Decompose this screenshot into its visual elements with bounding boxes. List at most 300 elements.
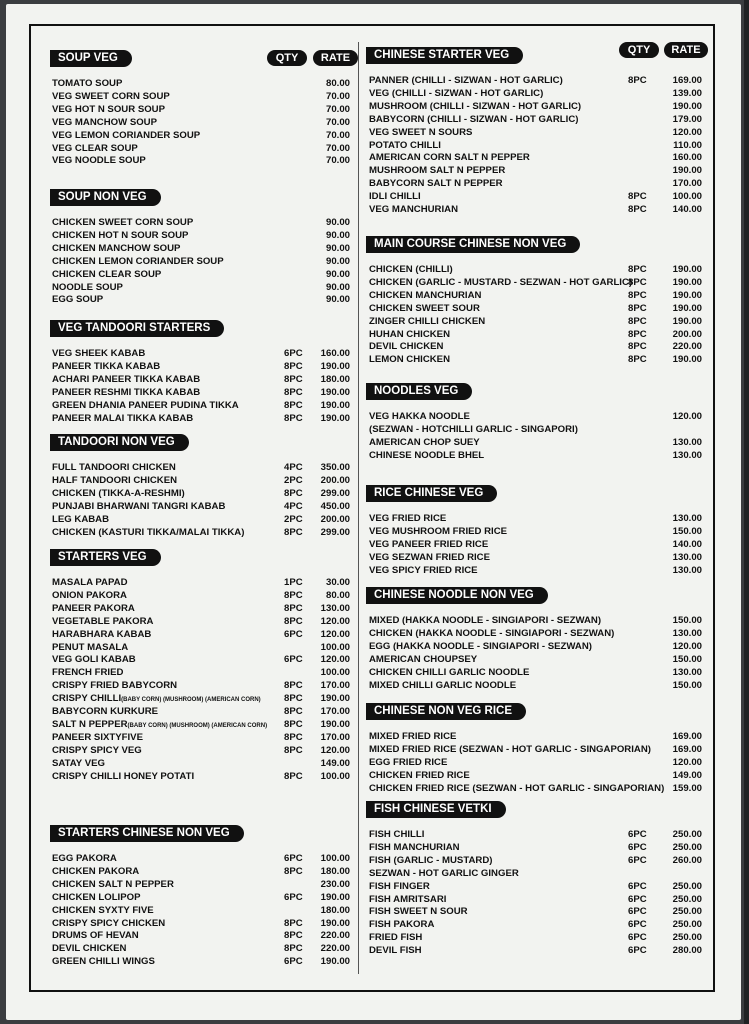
item-name-text: CHICKEN CLEAR SOUP (52, 268, 162, 280)
item-qty: 8PC (628, 191, 647, 203)
menu-item (369, 411, 702, 423)
item-rate: 190.00 (320, 360, 350, 372)
item-name-text: CHICKEN (HAKKA NOODLE - SINGIAPORI - SEZWAN) (369, 627, 615, 639)
menu-item (52, 758, 350, 770)
item-rate: 160.00 (672, 152, 702, 164)
item-qty: 8PC (284, 917, 303, 929)
section-title-soup-veg: SOUP VEG (50, 50, 132, 67)
item-name (369, 731, 456, 743)
item-rate: 70.00 (325, 116, 350, 128)
item-rate: 120.00 (672, 126, 702, 138)
item-rate: 220.00 (320, 930, 350, 942)
item-name-text: VEG MANCHOW SOUP (52, 116, 158, 128)
menu-item (52, 629, 350, 641)
item-name-text: VEGETABLE PAKORA (52, 615, 154, 627)
item-rate: 130.00 (672, 564, 702, 576)
item-qty: 8PC (284, 589, 303, 601)
item-name-text: MASALA PAPAD (52, 577, 128, 588)
item-qty: 6PC (628, 945, 647, 957)
item-rate: 200.00 (672, 328, 702, 340)
item-name-text: VEG NOODLE SOUP (52, 155, 146, 167)
item-name-text: DEVIL CHICKEN (52, 943, 127, 955)
item-name (52, 501, 225, 513)
item-rate: 169.00 (672, 75, 702, 86)
item-name-text: PUNJABI BHARWANI TANGRI KABAB (52, 500, 226, 512)
menu-item (52, 413, 350, 425)
item-name-text: CHINESE NOODLE BHEL (369, 449, 485, 461)
item-rate: 100.00 (320, 853, 350, 864)
item-rate: 90.00 (325, 268, 350, 280)
menu-item (369, 329, 702, 341)
menu-item (52, 387, 350, 399)
item-name-text: FISH (GARLIC - MUSTARD) (369, 854, 493, 866)
menu-item (369, 855, 702, 867)
item-rate: 230.00 (320, 878, 350, 890)
item-rate: 260.00 (672, 854, 702, 866)
item-name (369, 140, 441, 152)
item-name (52, 745, 142, 757)
item-rate: 130.00 (672, 551, 702, 563)
item-rate: 140.00 (672, 538, 702, 550)
item-name (369, 152, 530, 164)
item-name (369, 932, 422, 944)
item-rate: 130.00 (320, 602, 350, 614)
item-name-text: DRUMS OF HEVAN (52, 930, 139, 942)
item-name (52, 616, 153, 628)
item-qty: 8PC (284, 930, 303, 942)
item-rate: 200.00 (320, 474, 350, 486)
menu-item (52, 892, 350, 904)
item-name-text: PANEER TIKKA KABAB (52, 360, 161, 372)
item-name (369, 565, 478, 577)
menu-item (369, 842, 702, 854)
item-qty: 8PC (628, 75, 647, 86)
item-name (52, 104, 165, 116)
item-name-text: BABYCORN (CHILLI - SIZWAN - HOT GARLIC) (369, 113, 579, 125)
menu-item (369, 744, 702, 756)
item-qty: 8PC (628, 328, 647, 340)
item-name (369, 552, 490, 564)
item-qty: 6PC (628, 829, 647, 840)
item-rate: 180.00 (320, 865, 350, 877)
item-rate: 100.00 (672, 191, 702, 203)
menu-item (369, 894, 702, 906)
item-rate: 160.00 (320, 348, 350, 359)
item-name-text: VEG HAKKA NOODLE (369, 411, 470, 422)
item-name (52, 361, 160, 373)
item-name-text: PENUT MASALA (52, 641, 129, 653)
item-qty: 8PC (284, 718, 303, 730)
menu-item (369, 303, 702, 315)
item-name (52, 488, 185, 500)
item-name-text: NOODLE SOUP (52, 281, 123, 293)
item-qty: 4PC (284, 462, 303, 473)
item-rate: 170.00 (320, 706, 350, 717)
item-name-text: LEG KABAB (52, 513, 110, 525)
item-name (52, 91, 170, 103)
item-name-text: CHICKEN HOT N SOUR SOUP (52, 229, 189, 241)
menu-item (52, 905, 350, 917)
item-name-text: ACHARI PANEER TIKKA KABAB (52, 373, 201, 385)
menu-item (52, 475, 350, 487)
menu-item (369, 552, 702, 564)
item-name-text: CHICKEN SWEET CORN SOUP (52, 217, 194, 228)
item-name (52, 732, 143, 744)
item-name (52, 918, 165, 930)
background-edge (744, 0, 749, 1024)
item-rate: 180.00 (320, 373, 350, 385)
menu-item (369, 437, 702, 449)
item-qty: 8PC (284, 680, 303, 692)
item-name-text: GREEN CHILLI WINGS (52, 956, 155, 968)
item-rate: 70.00 (325, 129, 350, 141)
item-name (369, 842, 460, 854)
item-rate: 70.00 (325, 90, 350, 102)
item-name (52, 629, 151, 641)
item-rate: 130.00 (672, 666, 702, 678)
item-name-text: MUSHROOM SALT N PEPPER (369, 165, 506, 177)
item-qty: 8PC (284, 526, 303, 538)
menu-item (369, 277, 702, 289)
item-name (369, 757, 447, 769)
item-name-text: CHICKEN PAKORA (52, 865, 140, 877)
item-name (369, 178, 503, 190)
menu-item (369, 450, 702, 462)
section-title-chinese-non-veg-rice: CHINESE NON VEG RICE (366, 703, 526, 720)
menu-item (52, 706, 350, 718)
item-name-text: CHICKEN SWEET SOUR (369, 302, 480, 314)
item-name-text: EGG PAKORA (52, 853, 117, 864)
item-rate: 130.00 (672, 627, 702, 639)
item-qty: 6PC (628, 893, 647, 905)
item-name (369, 450, 484, 462)
item-rate: 250.00 (672, 919, 702, 931)
item-qty: 8PC (628, 204, 647, 215)
item-name (369, 329, 450, 341)
item-name-text: VEG CLEAR SOUP (52, 142, 138, 154)
item-qty: 4PC (284, 500, 303, 512)
item-name-text: PANEER PAKORA (52, 602, 135, 614)
item-name-text: GREEN DHANIA PANEER PUDINA TIKKA (52, 399, 239, 411)
menu-item (369, 178, 702, 190)
item-name (369, 654, 477, 666)
menu-item (369, 783, 702, 795)
item-qty: 8PC (284, 943, 303, 955)
menu-item (52, 269, 350, 281)
item-name-text: DEVIL CHICKEN (369, 341, 444, 353)
menu-item (52, 918, 350, 930)
section-title-fish-chinese-vetki: FISH CHINESE VETKI (366, 801, 506, 818)
item-name (369, 114, 578, 126)
item-name (52, 348, 145, 360)
item-name-text: BABYCORN KURKURE (52, 706, 159, 717)
item-name-text: VEG GOLI KABAB (52, 654, 136, 666)
section-title-chinese-noodle-non-veg: CHINESE NOODLE NON VEG (366, 587, 548, 604)
item-variants: (BABY CORN) (MUSHROOM) (AMERICAN CORN) (127, 722, 268, 729)
item-name (369, 881, 430, 893)
item-rate: 150.00 (672, 679, 702, 691)
menu-item (52, 78, 350, 90)
item-name-text: SATAY VEG (52, 757, 105, 769)
item-rate: 90.00 (325, 217, 350, 228)
item-name-text: BABYCORN SALT N PEPPER (369, 178, 503, 190)
item-rate: 159.00 (672, 782, 702, 794)
item-name (369, 894, 446, 906)
item-name (369, 437, 480, 449)
item-rate: 350.00 (320, 462, 350, 473)
menu-item (369, 539, 702, 551)
item-name-text: CHICKEN CHILLI GARLIC NOODLE (369, 666, 530, 678)
menu-item (369, 932, 702, 944)
menu-item (369, 526, 702, 538)
item-rate: 130.00 (672, 449, 702, 461)
item-name-text: MIXED FRIED RICE (369, 731, 457, 742)
item-name (52, 654, 136, 666)
item-rate: 80.00 (325, 589, 350, 601)
item-name-text: VEG MANCHURIAN (369, 204, 459, 215)
item-name (369, 526, 507, 538)
item-rate: 80.00 (325, 78, 350, 89)
item-name (52, 462, 176, 474)
item-name (52, 230, 188, 242)
item-name (52, 956, 155, 968)
item-rate: 250.00 (672, 841, 702, 853)
item-qty: 6PC (284, 654, 303, 666)
item-name (52, 514, 109, 526)
item-rate: 220.00 (672, 341, 702, 353)
item-rate: 190.00 (320, 917, 350, 929)
item-name-text: HARABHARA KABAB (52, 628, 152, 640)
item-rate: 190.00 (672, 264, 702, 275)
menu-item (52, 217, 350, 229)
item-name-text: CHICKEN FRIED RICE (369, 769, 470, 781)
item-rate: 100.00 (320, 770, 350, 782)
item-name-text: TOMATO SOUP (52, 78, 123, 89)
item-variants: (BABY CORN) (MUSHROOM) (AMERICAN CORN) (121, 697, 261, 704)
item-name (369, 770, 470, 782)
item-name (52, 930, 139, 942)
item-name-text: FRENCH FRIED (52, 667, 124, 679)
item-name-text: VEG SHEEK KABAB (52, 348, 146, 359)
item-qty: 8PC (284, 615, 303, 627)
item-name (369, 290, 481, 302)
item-name (369, 316, 485, 328)
menu-item (52, 603, 350, 615)
item-qty: 8PC (284, 360, 303, 372)
item-rate: 180.00 (320, 904, 350, 916)
menu-item (369, 868, 702, 880)
item-rate: 250.00 (672, 893, 702, 905)
menu-item (52, 577, 350, 589)
item-name-text: PANEER MALAI TIKKA KABAB (52, 412, 194, 424)
menu-item (52, 654, 350, 666)
item-qty: 6PC (628, 880, 647, 892)
menu-item (52, 104, 350, 116)
item-rate: 169.00 (672, 743, 702, 755)
item-name-text: AMERICAN CHOUPSEY (369, 653, 478, 665)
item-rate: 190.00 (672, 165, 702, 177)
section-title-noodles-veg: NOODLES VEG (366, 383, 472, 400)
menu-item (369, 354, 702, 366)
item-qty: 2PC (284, 474, 303, 486)
item-qty: 6PC (628, 919, 647, 931)
menu-item (369, 152, 702, 164)
item-rate: 70.00 (325, 142, 350, 154)
menu-item (52, 719, 350, 731)
item-qty: 8PC (284, 386, 303, 398)
menu-item (52, 374, 350, 386)
qty-header-left: QTY (267, 50, 307, 66)
item-rate: 120.00 (320, 744, 350, 756)
item-qty: 8PC (284, 865, 303, 877)
section-title-starters-veg: STARTERS VEG (50, 549, 161, 566)
item-name (369, 341, 443, 353)
menu-item (369, 565, 702, 577)
item-qty: 8PC (284, 487, 303, 499)
item-qty: 8PC (284, 373, 303, 385)
menu-item (369, 881, 702, 893)
section-title-main-course-chinese-non-veg: MAIN COURSE CHINESE NON VEG (366, 236, 580, 253)
item-rate: 299.00 (320, 526, 350, 538)
item-name-text: CHICKEN MANCHOW SOUP (52, 242, 181, 254)
menu-item (52, 294, 350, 306)
menu-item (369, 770, 702, 782)
item-name-text: CHICKEN (GARLIC - MUSTARD - SEZWAN - HOT GARLIC) (369, 276, 633, 288)
item-rate: 90.00 (325, 294, 350, 306)
item-name-text: CHICKEN FRIED RICE (SEZWAN - HOT GARLIC - SINGAPORIAN) (369, 782, 665, 794)
item-name-text: FISH MANCHURIAN (369, 841, 460, 853)
item-rate: 190.00 (672, 276, 702, 288)
item-name (52, 217, 193, 229)
item-qty: 6PC (628, 932, 647, 944)
item-name (369, 919, 434, 931)
item-name-text: ZINGER CHILLI CHICKEN (369, 315, 486, 327)
item-qty: 8PC (628, 276, 647, 288)
item-rate: 170.00 (320, 731, 350, 743)
item-rate: 190.00 (320, 891, 350, 903)
item-rate: 190.00 (320, 718, 350, 730)
item-name (52, 866, 139, 878)
item-rate: 110.00 (673, 139, 702, 151)
menu-item (369, 654, 702, 666)
item-rate: 100.00 (320, 641, 350, 653)
item-rate: 190.00 (672, 315, 702, 327)
item-name (369, 829, 424, 841)
menu-item (369, 615, 702, 627)
menu-item (369, 628, 702, 640)
item-name (369, 945, 422, 957)
item-name (52, 693, 261, 706)
menu-item (369, 114, 702, 126)
item-name-text: VEG SEZWAN FRIED RICE (369, 551, 490, 563)
item-name (369, 667, 529, 679)
menu-item (369, 424, 702, 436)
item-name (52, 143, 138, 155)
item-rate: 90.00 (325, 255, 350, 267)
menu-item (369, 204, 702, 216)
item-name (369, 191, 421, 203)
item-name (52, 603, 135, 615)
item-qty: 6PC (628, 841, 647, 853)
item-name-text: MUSHROOM (CHILLI - SIZWAN - HOT GARLIC) (369, 100, 582, 112)
menu-item (369, 75, 702, 87)
item-name-text: (SEZWAN - HOTCHILLI GARLIC - SINGAPORI) (369, 423, 578, 435)
item-name (52, 475, 177, 487)
item-name (369, 101, 581, 113)
item-name (52, 719, 267, 732)
item-qty: 6PC (628, 906, 647, 918)
item-name-text: EGG SOUP (52, 294, 104, 306)
item-name-text: POTATO CHILLI (369, 139, 441, 151)
menu-item (52, 771, 350, 783)
item-name (52, 943, 126, 955)
item-rate: 150.00 (672, 525, 702, 537)
item-name-text: ONION PAKORA (52, 589, 127, 601)
item-name (52, 892, 140, 904)
item-qty: 6PC (284, 628, 303, 640)
menu-item (369, 906, 702, 918)
menu-item (369, 757, 702, 769)
menu-item (369, 316, 702, 328)
item-rate: 120.00 (672, 411, 702, 422)
item-rate: 90.00 (325, 242, 350, 254)
item-name-text: CHICKEN (TIKKA-A-RESHMI) (52, 487, 185, 499)
item-name (369, 641, 592, 653)
item-rate: 100.00 (320, 667, 350, 679)
item-qty: 8PC (284, 602, 303, 614)
menu-item (52, 117, 350, 129)
item-name-text: VEG LEMON CORIANDER SOUP (52, 129, 201, 141)
rate-header-right: RATE (664, 42, 708, 58)
item-rate: 120.00 (320, 615, 350, 627)
item-rate: 250.00 (672, 932, 702, 944)
menu-item (369, 101, 702, 113)
item-rate: 179.00 (672, 113, 702, 125)
menu-item (52, 680, 350, 692)
item-name-text: LEMON CHICKEN (369, 354, 451, 366)
menu-item (52, 866, 350, 878)
item-name-text: CRISPY SPICY CHICKEN (52, 917, 166, 929)
menu-item (52, 230, 350, 242)
item-name-text: VEG FRIED RICE (369, 513, 447, 524)
item-name (52, 413, 193, 425)
item-qty: 8PC (628, 264, 647, 275)
item-qty: 6PC (284, 853, 303, 864)
item-name-text: PANEER RESHMI TIKKA KABAB (52, 386, 201, 398)
item-rate: 190.00 (672, 354, 702, 366)
item-name (369, 277, 632, 289)
item-name (52, 879, 174, 891)
item-rate: 170.00 (320, 680, 350, 692)
menu-item (52, 956, 350, 968)
item-name (52, 758, 105, 770)
item-name (52, 905, 154, 917)
item-rate: 130.00 (672, 513, 702, 524)
menu-item (369, 919, 702, 931)
item-name-text: VEG HOT N SOUR SOUP (52, 103, 166, 115)
item-rate: 120.00 (320, 654, 350, 666)
item-rate: 190.00 (672, 100, 702, 112)
item-qty: 6PC (284, 956, 303, 968)
item-name (52, 117, 157, 129)
item-name-text: VEG MUSHROOM FRIED RICE (369, 525, 508, 537)
menu-item (52, 143, 350, 155)
menu-item (369, 680, 702, 692)
item-name-text: SEZWAN - HOT GARLIC GINGER (369, 867, 519, 879)
item-rate: 190.00 (672, 289, 702, 301)
item-name (52, 680, 177, 692)
item-rate: 190.00 (320, 412, 350, 424)
